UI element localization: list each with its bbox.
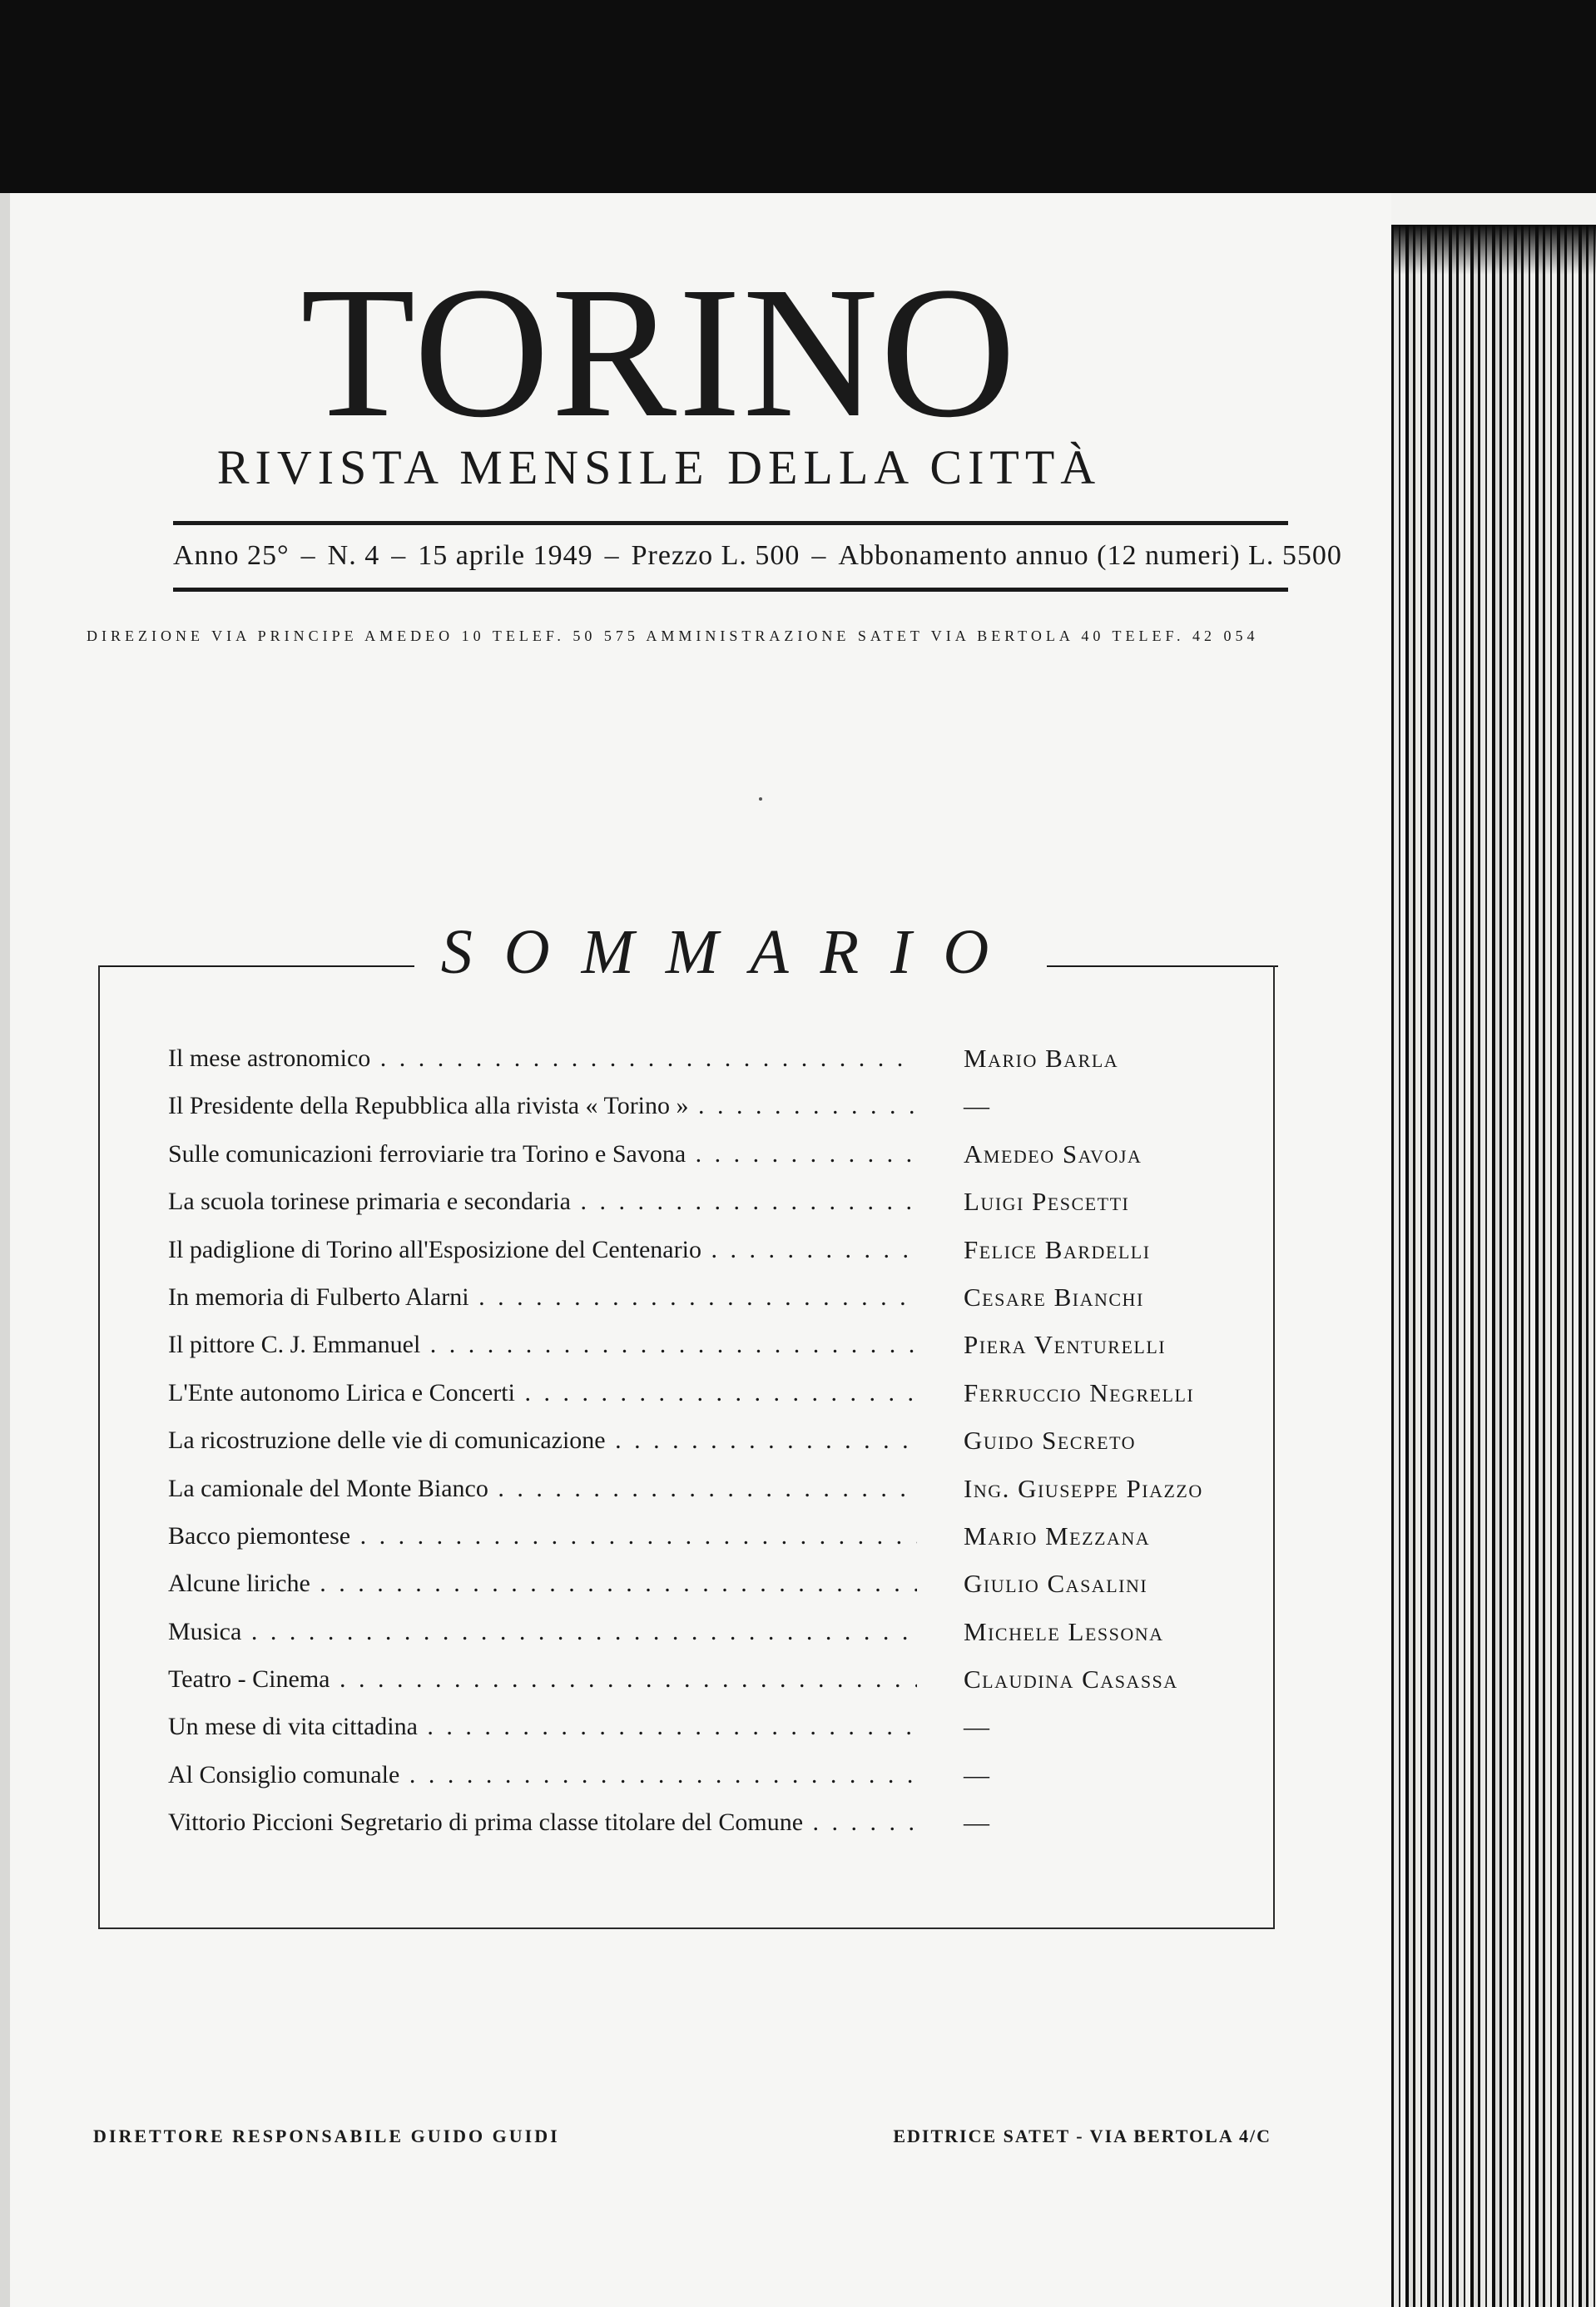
toc-entry-title: L'Ente autonomo Lirica e Concerti . . . — [168, 1375, 917, 1411]
toc-entry-author: Felice Bardelli — [964, 1234, 1151, 1264]
toc-entry-author: Michele Lessona — [964, 1616, 1164, 1646]
toc-entry — [168, 1040, 1217, 1088]
toc-entry-title: Il mese astronomico . . . — [168, 1040, 917, 1077]
masthead-subtitle: RIVISTA MENSILE DELLA CITTÀ — [216, 440, 1102, 494]
toc-entry — [168, 1757, 1217, 1804]
toc-entry — [168, 1327, 1217, 1374]
masthead-title: TORINO — [300, 248, 1018, 456]
toc-entry-title: In memoria di Fulberto Alarni . . . — [168, 1279, 917, 1316]
sommario-title: SOMMARIO — [440, 917, 1021, 987]
page-left-edge — [0, 193, 10, 2307]
toc-entry — [168, 1471, 1217, 1518]
toc-entry — [168, 1661, 1217, 1709]
toc-entry-author: Claudina Casassa — [964, 1665, 1178, 1694]
toc-entry-author: Amedeo Savoja — [964, 1139, 1142, 1168]
toc-entry — [168, 1804, 1217, 1852]
issue-price: Prezzo L. 500 — [631, 540, 800, 571]
toc-entry-author: Giulio Casalini — [964, 1569, 1148, 1599]
toc-entry — [168, 1614, 1217, 1661]
toc-entry — [168, 1518, 1217, 1565]
toc-entry-author: Ferruccio Negrelli — [964, 1377, 1195, 1407]
table-of-contents — [168, 1040, 1217, 1853]
issue-date: 15 aprile 1949 — [418, 540, 593, 571]
footer-editor: DIRETTORE RESPONSABILE GUIDO GUIDI — [93, 2126, 560, 2146]
toc-entry-author: Cesare Bianchi — [964, 1282, 1144, 1312]
dark-background-band — [0, 0, 1596, 193]
toc-entry-title: La camionale del Monte Bianco . . . — [168, 1471, 917, 1507]
toc-entry-title: Bacco piemontese . . . — [168, 1518, 917, 1555]
paper-speck — [759, 797, 762, 801]
issue-number: N. 4 — [327, 540, 380, 571]
issue-year: Anno 25° — [173, 540, 290, 571]
toc-entry — [168, 1232, 1217, 1279]
toc-entry-author: Ing. Giuseppe Piazzo — [964, 1473, 1203, 1503]
stacked-page-edges — [1391, 225, 1596, 2307]
toc-entry-author: — — [964, 1759, 991, 1789]
top-rule — [173, 521, 1288, 525]
toc-entry-author: Mario Mezzana — [964, 1521, 1151, 1550]
toc-entry — [168, 1375, 1217, 1422]
toc-entry-title: Il Presidente della Repubblica alla rivista « Torino » . . . — [168, 1088, 917, 1124]
toc-entry-author: Mario Barla — [964, 1044, 1119, 1073]
toc-entry-title: Alcune liriche . . . — [168, 1565, 917, 1602]
toc-entry — [168, 1183, 1217, 1231]
toc-entry-title: Il padiglione di Torino all'Esposizione del Centenario . . . — [168, 1232, 917, 1268]
toc-entry-author: Guido Secreto — [964, 1426, 1137, 1456]
toc-entry — [168, 1565, 1217, 1613]
toc-entry — [168, 1136, 1217, 1183]
toc-entry-title: Teatro - Cinema . . . — [168, 1661, 917, 1698]
issue-info-line: Anno 25° – N. 4 – 15 aprile 1949 – Prezzo L. 500 – Abbonamento annuo (12 numeri) L. 5500 — [173, 540, 1342, 571]
toc-entry-title: Musica . . . — [168, 1614, 917, 1650]
toc-entry-author: — — [964, 1712, 991, 1742]
toc-entry-title: La scuola torinese primaria e secondaria . . . — [168, 1183, 917, 1220]
editorial-address-line: DIREZIONE VIA PRINCIPE AMEDEO 10 TELEF. 50 575 AMMINISTRAZIONE SATET VIA BERTOLA 40 TELEF. 42 054 — [87, 628, 1259, 644]
toc-entry-author: — — [964, 1808, 991, 1838]
toc-entry — [168, 1709, 1217, 1756]
toc-entry-author: Piera Venturelli — [964, 1330, 1167, 1360]
toc-entry-author: Luigi Pescetti — [964, 1187, 1130, 1217]
footer-publisher: EDITRICE SATET - VIA BERTOLA 4/C — [893, 2126, 1271, 2146]
issue-subscription: Abbonamento annuo (12 numeri) L. 5500 — [838, 540, 1342, 571]
toc-entry-title: Un mese di vita cittadina . . . — [168, 1709, 917, 1745]
toc-entry — [168, 1279, 1217, 1327]
toc-entry — [168, 1088, 1217, 1135]
toc-entry-title: Il pittore C. J. Emmanuel . . . — [168, 1327, 917, 1363]
toc-entry — [168, 1422, 1217, 1470]
bottom-rule — [173, 588, 1288, 592]
toc-entry-author: — — [964, 1091, 991, 1121]
toc-entry-title: Sulle comunicazioni ferroviarie tra Torino e Savona . . . — [168, 1136, 917, 1173]
toc-entry-title: Al Consiglio comunale . . . — [168, 1757, 917, 1794]
toc-entry-title: Vittorio Piccioni Segretario di prima classe titolare del Comune . . . — [168, 1804, 917, 1841]
toc-entry-title: La ricostruzione delle vie di comunicazione . . . — [168, 1422, 917, 1459]
